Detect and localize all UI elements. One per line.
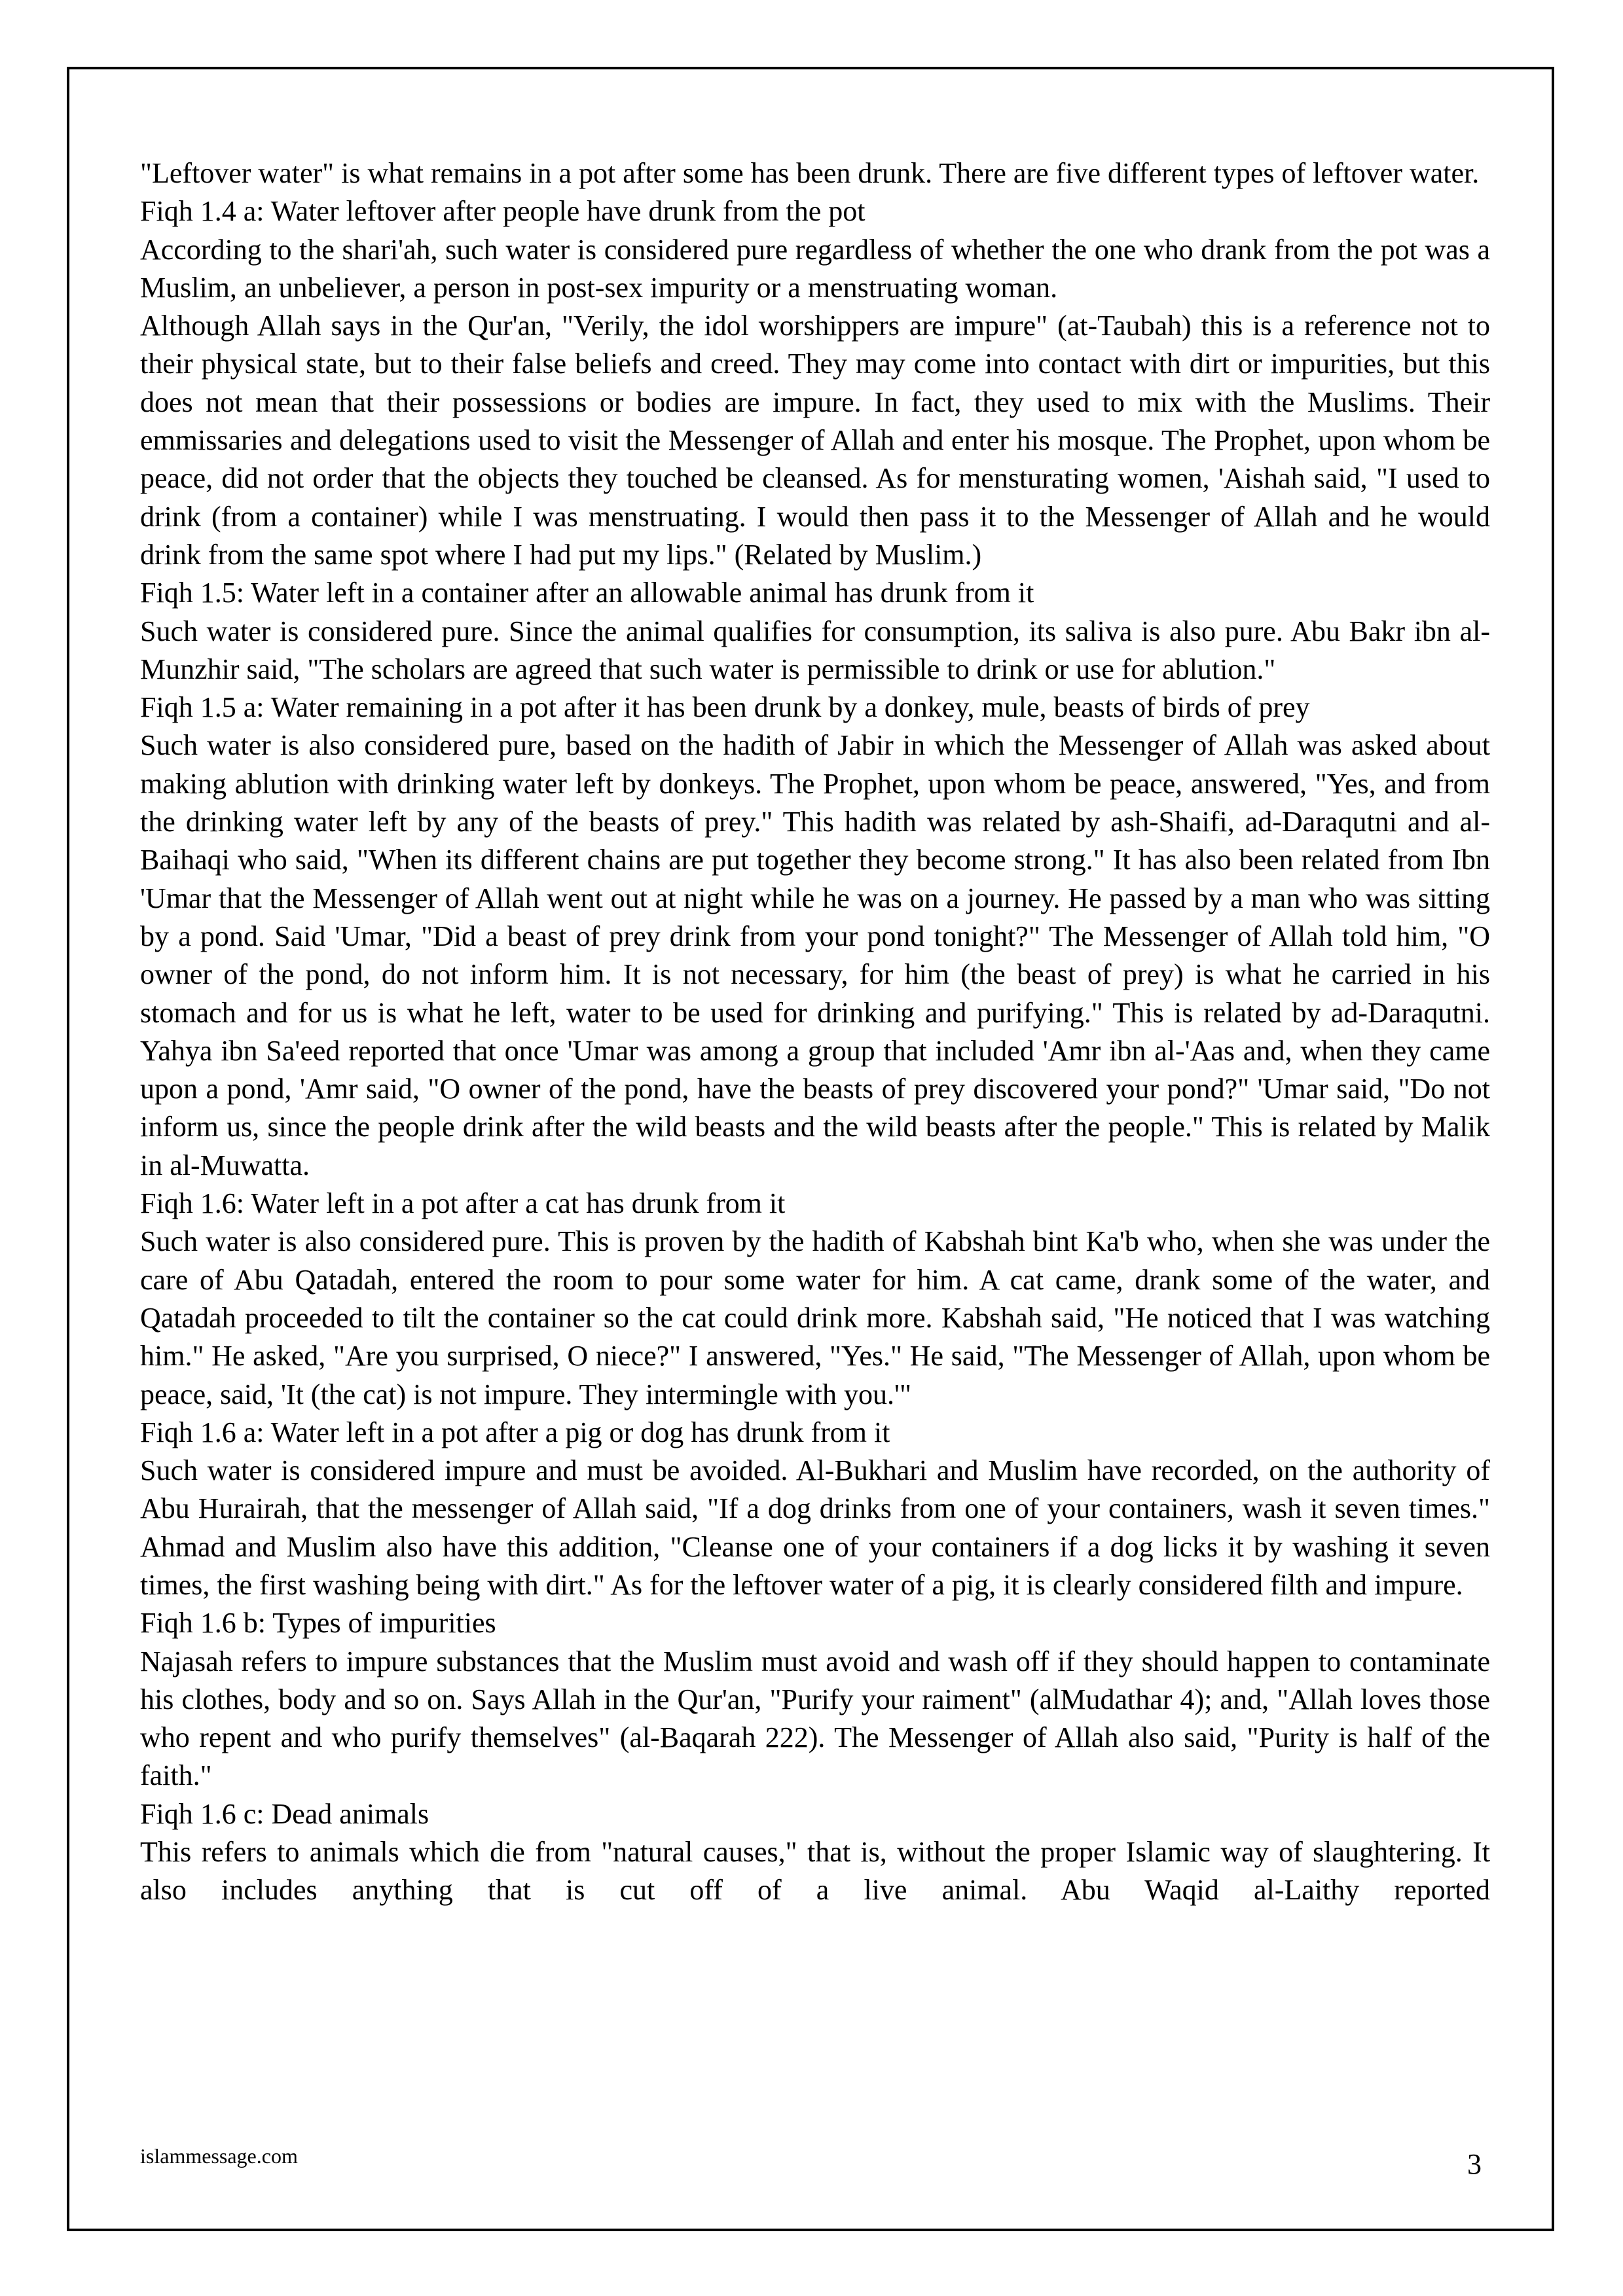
section-heading: Fiqh 1.6 b: Types of impurities <box>140 1607 496 1640</box>
section-heading: Fiqh 1.4 a: Water leftover after people have drunk from the pot <box>140 195 866 228</box>
paragraph: Such water is considered pure. Since the animal qualifies for consumption, its saliva is also pure. Abu Bakr ibn al-Munzhir said, "The scholars are agreed that such water is permissible to drink or use for ablution." <box>140 615 1490 685</box>
footer-site: islammessage.com <box>140 2144 298 2168</box>
section-heading: Fiqh 1.5: Water left in a container after an allowable animal has drunk from it <box>140 577 1034 609</box>
paragraph: Najasah refers to impure substances that the Muslim must avoid and wash off if they should happen to contaminate his clothes, body and so on. Says Allah in the Qur'an, "Purify your raiment" (alMudathar 4); and, "Allah loves those who repent and who purify themselves" (al-Baqarah 222). The Messenger of Allah also said, "Purity is half of the faith." <box>140 1645 1490 1792</box>
section-heading: Fiqh 1.6: Water left in a pot after a cat has drunk from it <box>140 1187 786 1220</box>
paragraph: Such water is considered impure and must be avoided. Al-Bukhari and Muslim have recorded, on the authority of Abu Hurairah, that the messenger of Allah said, "If a dog drinks from one of your containers, wash it seven times." Ahmad and Muslim also have this addition, "Cleanse one of your containers if a dog licks it by washing it seven times, the first washing being with dirt." As for the leftover water of a pig, it is clearly considered filth and impure. <box>140 1454 1490 1601</box>
paragraph: Although Allah says in the Qur'an, "Verily, the idol worshippers are impure" (at-Taubah) this is a reference not to their physical state, but to their false beliefs and creed. They may come into contact with dirt or impurities, but this does not mean that their possessions or bodies are impure. In fact, they used to mix with the Muslims. Their emmissaries and delegations used to visit the Messenger of Allah and enter his mosque. The Prophet, upon whom be peace, did not order that the objects they touched be cleansed. As for mensturating women, 'Aishah said, "I used to drink (from a container) while I was menstruating. I would then pass it to the Messenger of Allah and he would drink from the same spot where I had put my lips." (Related by Muslim.) <box>140 310 1490 571</box>
paragraph: Such water is also considered pure, based on the hadith of Jabir in which the Messenger of Allah was asked about making ablution with drinking water left by donkeys. The Prophet, upon whom be peace, answered, "Yes, and from the drinking water left by any of the beasts of prey." This hadith was related by ash-Shaifi, ad-Daraqutni and al-Baihaqi who said, "When its different chains are put together they become strong." It has also been related from Ibn 'Umar that the Messenger of Allah went out at night while he was on a journey. He passed by a man who was sitting by a pond. Said 'Umar, "Did a beast of prey drink from your pond tonight?" The Messenger of Allah told him, "O owner of the pond, do not inform him. It is not necessary, for him (the beast of prey) is what he carried in his stomach and for us is what he left, water to be used for drinking and purifying." This is related by ad-Daraqutni. Yahya ibn Sa'eed reported that once 'Umar was among a group that included 'Amr ibn al-'Aas and, when they came upon a pond, 'Amr said, "O owner of the pond, have the beasts of prey discovered your pond?" 'Umar said, "Do not inform us, since the people drink after the wild beasts and the wild beasts after the people." This is related by Malik in al-Muwatta. <box>140 729 1490 1181</box>
paragraph: According to the shari'ah, such water is considered pure regardless of whether the one who drank from the pot was a Muslim, an unbeliever, a person in post-sex impurity or a menstruating woman. <box>140 233 1490 304</box>
paragraph: This refers to animals which die from "natural causes," that is, without the proper Islamic way of slaughtering. It also includes anything that is cut off of a live animal. Abu Waqid al-Laithy reported <box>140 1836 1490 1907</box>
page-number: 3 <box>1467 2148 1482 2180</box>
section-heading: Fiqh 1.6 a: Water left in a pot after a pig or dog has drunk from it <box>140 1416 890 1448</box>
document-body <box>140 154 1490 1910</box>
paragraph: Such water is also considered pure. This is proven by the hadith of Kabshah bint Ka'b who, when she was under the care of Abu Qatadah, entered the room to pour some water for him. A cat came, drank some of the water, and Qatadah proceeded to tilt the container so the cat could drink more. Kabshah said, "He noticed that I was watching him." He asked, "Are you surprised, O niece?" I answered, "Yes." He said, "The Messenger of Allah, upon whom be peace, said, 'It (the cat) is not impure. They intermingle with you.'" <box>140 1225 1490 1410</box>
section-heading: Fiqh 1.6 c: Dead animals <box>140 1797 429 1830</box>
paragraph: "Leftover water" is what remains in a pot after some has been drunk. There are five different types of leftover water. <box>140 157 1480 189</box>
section-heading: Fiqh 1.5 a: Water remaining in a pot after it has been drunk by a donkey, mule, beasts of birds of prey <box>140 691 1310 724</box>
